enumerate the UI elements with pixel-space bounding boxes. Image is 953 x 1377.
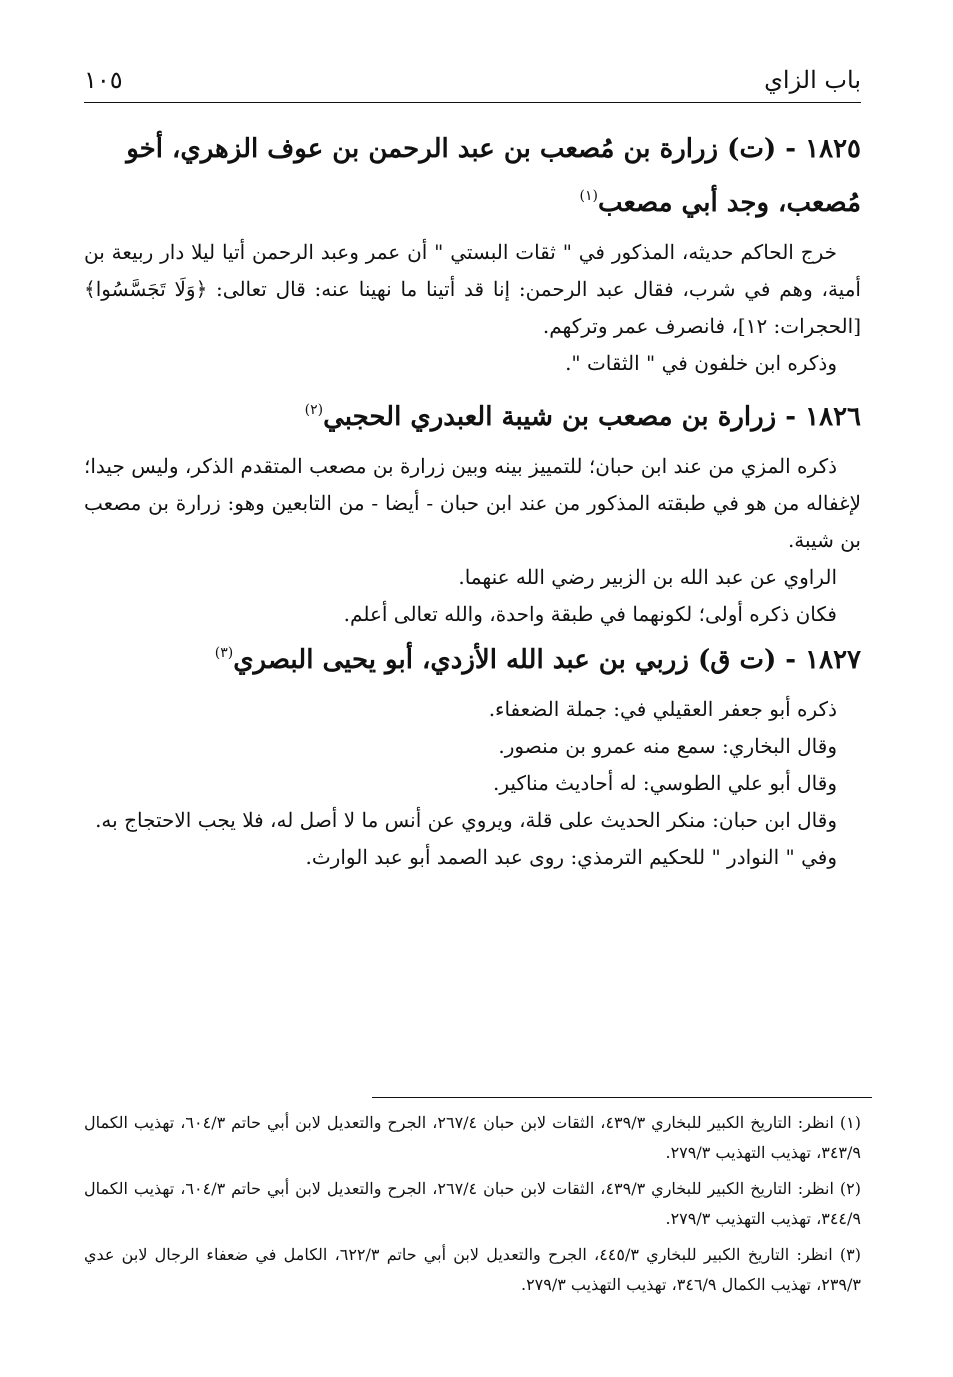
- footnotes: [84, 1108, 861, 1306]
- entry-paragraph: وفي " النوادر " للحكيم الترمذي: روى عبد الصمد أبو عبد الوارث.: [305, 845, 837, 869]
- entry-paragraph: ذكره المزي من عند ابن حبان؛ للتمييز بينه وبين زرارة بن مصعب المتقدم الذكر، وليس جيدا؛ لإغفاله من هو في طبقته المذكور من عند ابن حبان - أيضا - من التابعين وهو: زرارة بن مصعب بن شيبة.: [84, 454, 861, 552]
- footnote-ref: (٢): [304, 402, 324, 418]
- entry-paragraph: وقال أبو علي الطوسي: له أحاديث مناكير.: [493, 771, 837, 795]
- entry-paragraph: وقال ابن حبان: منكر الحديث على قلة، ويروي عن أنس ما لا أصل له، فلا يجب الاحتجاج به.: [95, 808, 837, 832]
- entry-title-1825: [84, 122, 861, 234]
- entry-title-text: ١٨٢٦ - زرارة بن مصعب بن شيبة العبدري الحجبي: [323, 402, 861, 432]
- entry-paragraph: الراوي عن عبد الله بن الزبير رضي الله عنهما.: [458, 565, 837, 589]
- entry-paragraph: خرج الحاكم حديثه، المذكور في " ثقات البستي " أن عمر وعبد الرحمن أتيا ليلا دار ربيعة بن أمية، وهم في شرب، فقال عبد الرحمن: إنا قد أتينا ما نهينا عنه: قال تعالى: ﴿وَلَا تَجَسَّسُوا﴾ [الحجرات: ١٢]، فانصرف عمر وتركهم.: [84, 240, 861, 338]
- entry-paragraph: ذكره أبو جعفر العقيلي في: جملة الضعفاء.: [488, 697, 837, 721]
- main-text: [84, 122, 861, 876]
- entry-title-1827: [84, 633, 861, 691]
- footnote-divider: [372, 1097, 872, 1098]
- page-number: ١٠٥: [84, 66, 123, 94]
- footnote: (١) انظر: التاريخ الكبير للبخاري ٤٣٩/٣، الثقات لابن حبان ٢٦٧/٤، الجرح والتعديل لابن أبي حاتم ٦٠٤/٣، تهذيب الكمال ٣٤٣/٩، تهذيب التهذيب ٢٧٩/٣.: [84, 1113, 862, 1162]
- page-header: [84, 58, 861, 103]
- entry-paragraph: وذكره ابن خلفون في " الثقات ".: [565, 351, 837, 375]
- footnote: (٣) انظر: التاريخ الكبير للبخاري ٤٤٥/٣، الجرح والتعديل لابن أبي حاتم ٦٢٢/٣، الكامل في ضعفاء الرجال لابن عدي ٢٣٩/٣، تهذيب الكمال ٣٤٦/٩، تهذيب التهذيب ٢٧٩/٣.: [84, 1245, 862, 1294]
- entry-paragraph: فكان ذكره أولى؛ لكونهما في طبقة واحدة، والله تعالى أعلم.: [343, 602, 837, 626]
- running-head: باب الزاي: [764, 66, 861, 94]
- footnote: (٢) انظر: التاريخ الكبير للبخاري ٤٣٩/٣، الثقات لابن حبان ٢٦٧/٤، الجرح والتعديل لابن أبي حاتم ٦٠٤/٣، تهذيب الكمال ٣٤٤/٩، تهذيب التهذيب ٢٧٩/٣.: [84, 1179, 862, 1228]
- entry-title-text: ١٨٢٧ - (ت ق) زربي بن عبد الله الأزدي، أبو يحيى البصري: [233, 645, 861, 675]
- entry-title-text: ١٨٢٥ - (ت) زرارة بن مُصعب بن عبد الرحمن بن عوف الزهري، أخو مُصعب، وجد أبي مصعب: [126, 134, 861, 218]
- entry-title-1826: [84, 390, 861, 448]
- footnote-ref: (٣): [214, 645, 234, 661]
- footnote-ref: (١): [579, 188, 598, 204]
- entry-paragraph: وقال البخاري: سمع منه عمرو بن منصور.: [498, 734, 837, 758]
